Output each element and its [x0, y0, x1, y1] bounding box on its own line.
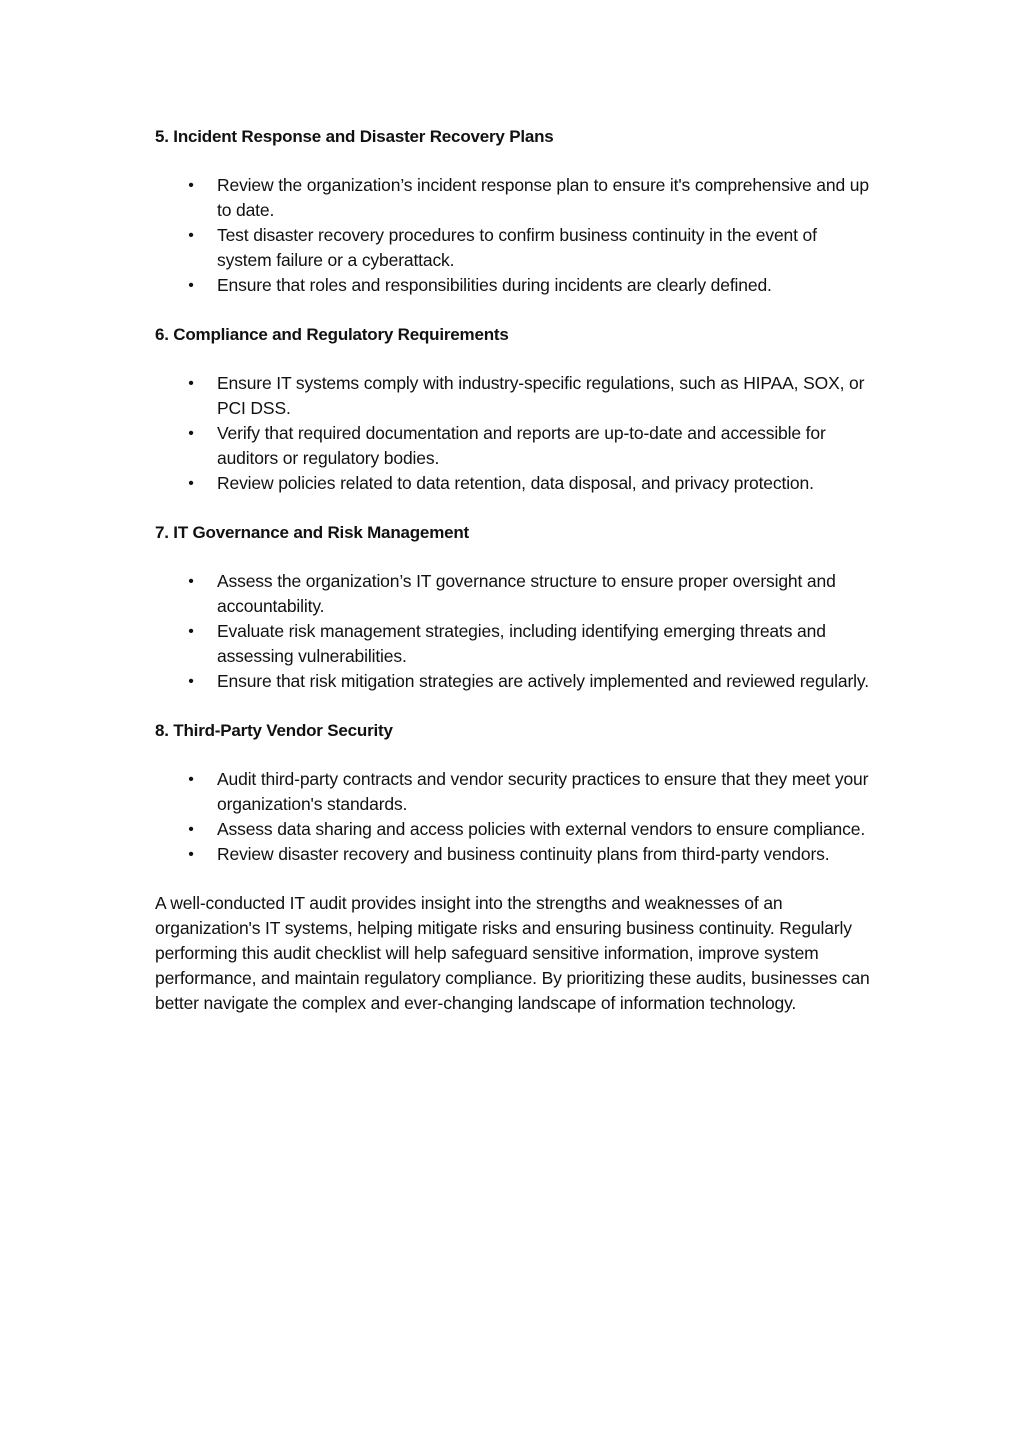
bullet-icon: •	[188, 177, 194, 194]
bullet-icon: •	[188, 475, 194, 492]
list-item-text: Verify that required documentation and reports are up-to-date and accessible for auditors or regulatory bodies.	[217, 423, 826, 468]
section-heading: 7. IT Governance and Risk Management	[155, 523, 470, 542]
list-item	[155, 767, 875, 817]
list-item	[155, 273, 875, 298]
document-body	[155, 124, 875, 1016]
list-item	[155, 173, 875, 223]
bullet-icon: •	[188, 425, 194, 442]
bullet-icon: •	[188, 673, 194, 690]
bullet-icon: •	[188, 623, 194, 640]
list-item	[155, 619, 875, 669]
bullet-icon: •	[188, 846, 194, 863]
list-item-text: Assess the organization’s IT governance structure to ensure proper oversight and accountability.	[217, 571, 836, 616]
section-heading: 6. Compliance and Regulatory Requirements	[155, 325, 509, 344]
bullet-list	[155, 173, 875, 298]
bullet-icon: •	[188, 573, 194, 590]
list-item-text: Test disaster recovery procedures to confirm business continuity in the event of system failure or a cyberattack.	[217, 225, 817, 270]
list-item-text: Evaluate risk management strategies, including identifying emerging threats and assessing vulnerabilities.	[217, 621, 826, 666]
bullet-icon: •	[188, 771, 194, 788]
list-item	[155, 371, 875, 421]
list-item-text: Review the organization’s incident response plan to ensure it's comprehensive and up to date.	[217, 175, 869, 220]
bullet-list	[155, 569, 875, 694]
list-item-text: Audit third-party contracts and vendor security practices to ensure that they meet your organization's standards.	[217, 769, 869, 814]
bullet-icon: •	[188, 227, 194, 244]
list-item-text: Review disaster recovery and business continuity plans from third-party vendors.	[217, 844, 830, 864]
conclusion-paragraph: A well-conducted IT audit provides insight into the strengths and weaknesses of an organization's IT systems, helping mitigate risks and ensuring business continuity. Regularly performing this audit checklist will help safeguard sensitive information, improve system performance, and maintain regulatory compliance. By prioritizing these audits, businesses can better navigate the complex and ever-changing landscape of information technology.	[155, 893, 870, 1013]
section-heading: 5. Incident Response and Disaster Recovery Plans	[155, 127, 554, 146]
list-item	[155, 223, 875, 273]
list-item	[155, 669, 875, 694]
bullet-list	[155, 767, 875, 867]
bullet-icon: •	[188, 277, 194, 294]
list-item-text: Review policies related to data retention, data disposal, and privacy protection.	[217, 473, 814, 493]
section-heading: 8. Third-Party Vendor Security	[155, 721, 393, 740]
list-item	[155, 842, 875, 867]
list-item-text: Ensure IT systems comply with industry-specific regulations, such as HIPAA, SOX, or PCI DSS.	[217, 373, 865, 418]
bullet-icon: •	[188, 375, 194, 392]
section-incident-response	[155, 124, 875, 298]
list-item-text: Assess data sharing and access policies with external vendors to ensure compliance.	[217, 819, 866, 839]
bullet-list	[155, 371, 875, 496]
list-item	[155, 817, 875, 842]
list-item	[155, 569, 875, 619]
section-compliance	[155, 322, 875, 496]
list-item-text: Ensure that roles and responsibilities during incidents are clearly defined.	[217, 275, 772, 295]
section-vendor-security	[155, 718, 875, 867]
bullet-icon: •	[188, 821, 194, 838]
list-item-text: Ensure that risk mitigation strategies are actively implemented and reviewed regularly.	[217, 671, 869, 691]
list-item	[155, 421, 875, 471]
list-item	[155, 471, 875, 496]
section-it-governance	[155, 520, 875, 694]
